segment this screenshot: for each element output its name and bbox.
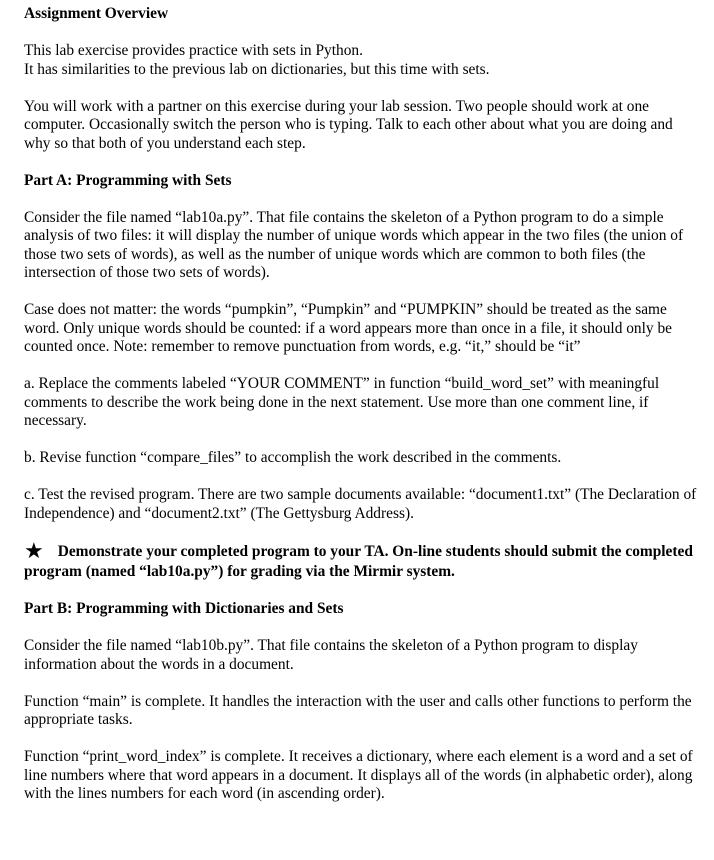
demonstrate-instruction xyxy=(24,538,700,582)
part-a-item-b: b. Revise function “compare_files” to accomplish the work described in the comments. xyxy=(24,449,562,466)
part-b-paragraph-3: Function “print_word_index” is complete. It receives a dictionary, where each element is a word and a set of line numbers where that word appears in a document. It displays all of the words (in alphabetic order), along with the lines numbers for each word (in ascending order). xyxy=(24,748,693,802)
part-a-heading: Part A: Programming with Sets xyxy=(24,171,232,189)
document-page xyxy=(24,5,700,804)
part-a-paragraph-1: Consider the file named “lab10a.py”. That file contains the skeleton of a Python program to do a simple analysis of two files: it will display the number of unique words which appear in the two files (the union of those two sets of words), as well as the number of unique words which are common to both files (the intersection of those two sets of words). xyxy=(24,208,684,281)
part-a-item-c: c. Test the revised program. There are two sample documents available: “document1.txt” (The Declaration of Independence) and “document2.txt” (The Gettysburg Address). xyxy=(24,486,697,522)
part-a-paragraph-2: Case does not matter: the words “pumpkin”, “Pumpkin” and “PUMPKIN” should be treated as the same word. Only unique words should be counted: if a word appears more than once in a file, it should only be counted once. Note: remember to remove punctuation from words, e.g. “it,” should be “it” xyxy=(24,301,672,355)
demonstrate-text: Demonstrate your completed program to your TA. On-line students should submit the completed program (named “lab10a.py”) for grading via the Mirmir system. xyxy=(24,542,693,580)
part-b-paragraph-1: Consider the file named “lab10b.py”. That file contains the skeleton of a Python program to display information about the words in a document. xyxy=(24,637,638,673)
part-b-paragraph-2: Function “main” is complete. It handles the interaction with the user and calls other functions to perform the appropriate tasks. xyxy=(24,692,692,728)
intro-line-1: This lab exercise provides practice with sets in Python. xyxy=(24,42,363,59)
intro-line-2: It has similarities to the previous lab on dictionaries, but this time with sets. xyxy=(24,60,490,78)
part-b-heading: Part B: Programming with Dictionaries and Sets xyxy=(24,600,344,617)
assignment-overview-heading: Assignment Overview xyxy=(24,5,169,22)
star-icon: ★ xyxy=(24,538,44,564)
partner-paragraph: You will work with a partner on this exercise during your lab session. Two people should work at one computer. Occasionally switch the person who is typing. Talk to each other about what you are doing and why so that both of you understand each step. xyxy=(24,97,673,152)
part-a-item-a: a. Replace the comments labeled “YOUR COMMENT” in function “build_word_set” with meaningful comments to describe the work being done in the next statement. Use more than one comment line, if necessary. xyxy=(24,375,660,429)
